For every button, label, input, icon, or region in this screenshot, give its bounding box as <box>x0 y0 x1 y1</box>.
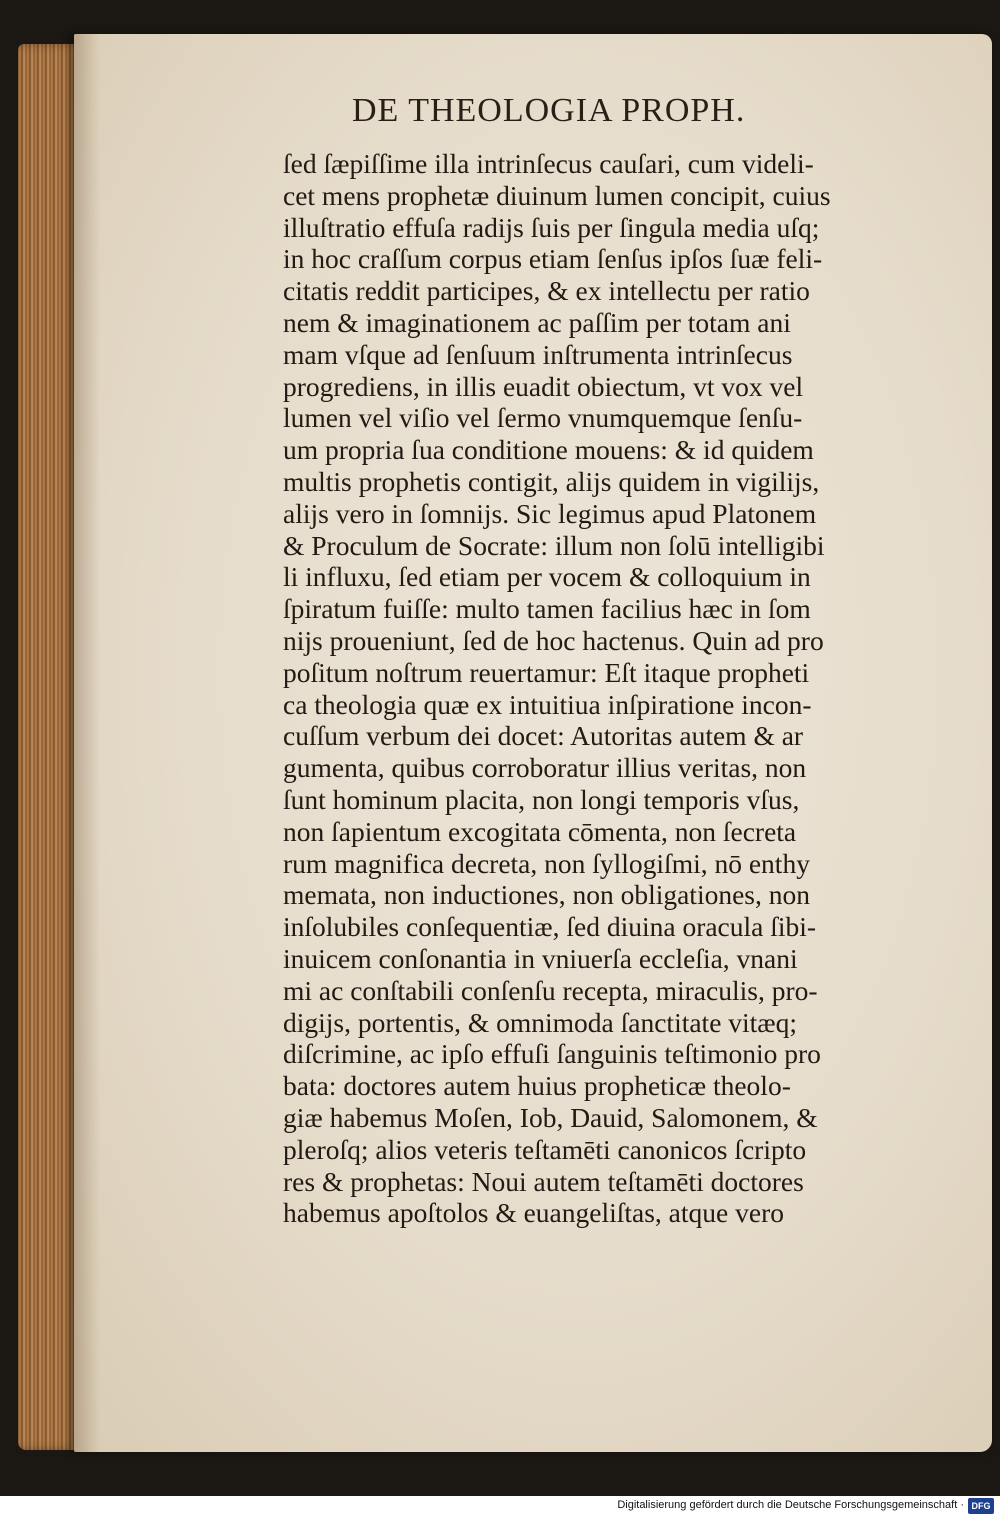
text-line: nem & imaginationem ac paſſim per totam ani <box>283 306 791 338</box>
text-line: nijs proueniunt, ſed de hoc hactenus. Quin ad pro <box>283 624 824 656</box>
dfg-logo-badge: DFG <box>968 1498 994 1514</box>
text-line: progrediens, in illis euadit obiectum, vt vox vel <box>283 370 804 402</box>
text-line: inſolubiles conſequentiæ, ſed diuina oracula ſibi- <box>283 911 817 943</box>
text-line: ca theologia quæ ex intuitiua inſpiratione incon- <box>283 688 812 720</box>
text-line: rum magnifica decreta, non ſyllogiſmi, nō enthy <box>283 847 810 879</box>
text-line: lumen vel viſio vel ſermo vnumquemque ſenſu- <box>283 402 803 434</box>
text-line: memata, non inductiones, non obligationes, non <box>283 879 810 911</box>
text-line: digijs, portentis, & omnimoda ſanctitate vitæq; <box>283 1006 798 1038</box>
text-line: illuſtratio effuſa radijs ſuis per ſingula media uſq; <box>283 211 820 243</box>
text-line: mam vſque ad ſenſuum inſtrumenta intrinſecus <box>283 338 793 370</box>
text-line: citatis reddit participes, & ex intellectu per ratio <box>283 275 810 307</box>
running-title: DE THEOLOGIA PROPH. <box>352 92 746 129</box>
text-line: & Proculum de Socrate: illum non ſolū intelligibi <box>283 529 825 561</box>
text-line: inuicem conſonantia in vniuerſa eccleſia, vnani <box>283 942 798 974</box>
text-line: ſpiratum fuiſſe: multo tamen facilius hæc in ſom <box>283 593 811 625</box>
text-line: ſunt hominum placita, non longi temporis vſus, <box>283 783 800 815</box>
text-line: gumenta, quibus corroboratur illius veritas, non <box>283 752 807 784</box>
text-line: cet mens prophetæ diuinum lumen concipit, cuius <box>283 179 831 211</box>
text-line: um propria ſua conditione mouens: & id quidem <box>283 434 814 466</box>
text-line: alijs vero in ſomnijs. Sic legimus apud Platonem <box>283 497 817 529</box>
funding-credit: Digitalisierung gefördert durch die Deutsche Forschungsgemeinschaft · <box>617 1499 964 1511</box>
footer-bar <box>0 1496 1000 1518</box>
text-line: res & prophetas: Noui autem teſtamēti doctores <box>283 1165 804 1197</box>
text-line: poſitum noſtrum reuertamur: Eſt itaque propheti <box>283 656 810 688</box>
text-line: ſed ſæpiſſime illa intrinſecus cauſari, cum videli- <box>283 148 814 179</box>
text-line: diſcrimine, ac ipſo effuſi ſanguinis teſtimonio pro <box>283 1038 821 1070</box>
page-edges <box>18 44 80 1450</box>
text-line: bata: doctores autem huius propheticæ theolo- <box>283 1070 791 1102</box>
page-gutter-shadow <box>74 34 100 1452</box>
text-line: multis prophetis contigit, alijs quidem in vigilijs, <box>283 465 820 497</box>
text-line: non ſapientum excogitata cōmenta, non ſecreta <box>283 815 797 847</box>
body-text <box>283 148 933 1238</box>
text-line: giæ habemus Moſen, Iob, Dauid, Salomonem, & <box>283 1101 818 1133</box>
text-line: habemus apoſtolos & euangeliſtas, atque vero <box>283 1197 784 1229</box>
text-line: cuſſum verbum dei docet: Autoritas autem & ar <box>283 720 804 752</box>
text-line: li influxu, ſed etiam per vocem & colloquium in <box>283 561 811 593</box>
text-line: pleroſq; alios veteris teſtamēti canonicos ſcripto <box>283 1133 807 1165</box>
text-line: in hoc craſſum corpus etiam ſenſus ipſos ſuæ feli- <box>283 243 823 275</box>
text-line: mi ac conſtabili conſenſu recepta, miraculis, pro- <box>283 974 818 1006</box>
